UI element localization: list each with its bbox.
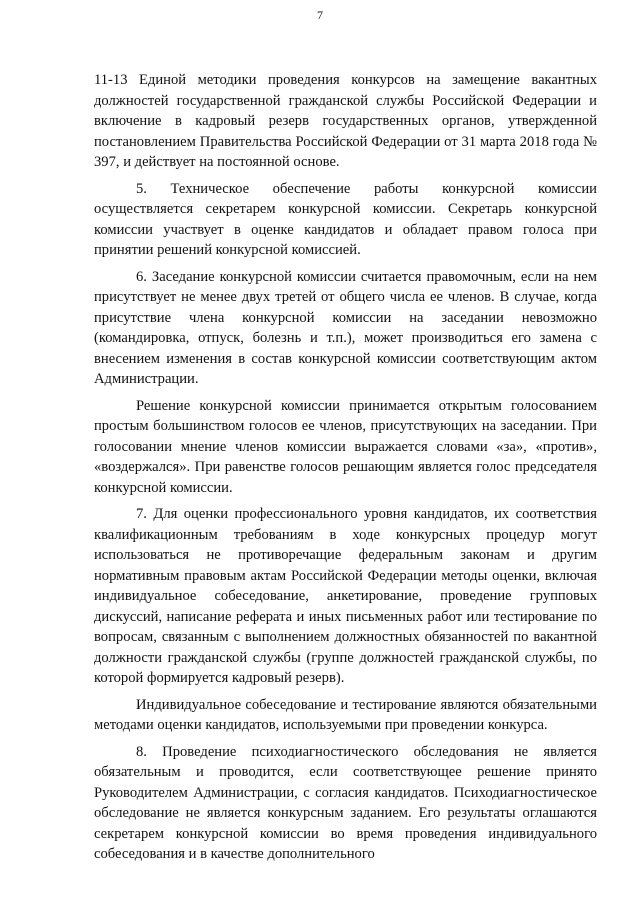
page-number: 7 <box>317 8 323 22</box>
paragraph-item-7: 7. Для оценки профессионального уровня кандидатов, их соответствия квалификационным требованиям в ходе конкурсных процедур могут использоваться не противоречащие федеральным законам и другим нормативным правовым актам Российской Федерации методы оценки, включая индивидуальное собеседование, анкетирование, проведение групповых дискуссий, написание реферата и иных письменных работ или тестирование по вопросам, связанным с выполнением должностных обязанностей по вакантной должности гражданской службы (группе должностей гражданской службы, по которой формируется кадровый резерв). <box>94 506 597 686</box>
paragraph-voting: Решение конкурсной комиссии принимается открытым голосованием простым большинством голосов ее членов, присутствующих на заседании. При голосовании мнение членов комиссии выражается словами «за», «против», «воздержался». При равенстве голосов решающим является голос председателя конкурсной комиссии. <box>94 397 597 496</box>
document-body <box>94 70 597 865</box>
paragraph-item-6: 6. Заседание конкурсной комиссии считается правомочным, если на нем присутствует не менее двух третей от общего числа ее членов. В случае, когда присутствие члена конкурсной комиссии на заседании невозможно (командировка, отпуск, болезнь и т.п.), может производиться его замена с внесением изменения в состав конкурсной комиссии соответствующим актом Администрации. <box>94 268 597 387</box>
paragraph-continuation: 11-13 Единой методики проведения конкурсов на замещение вакантных должностей государственной гражданской службы Российской Федерации и включение в кадровый резерв государственных органов, утвержденной постановлением Правительства Российской Федерации от 31 марта 2018 года № 397, и действует на постоянной основе. <box>94 72 597 170</box>
paragraph-item-8: 8. Проведение психодиагностического обследования не является обязательным и проводится, если соответствующее решение принято Руководителем Администрации, с согласия кандидатов. Психодиагностическое обследование не является конкурсным заданием. Его результаты оглашаются секретарем конкурсной комиссии во время проведения индивидуального собеседования и в качестве дополнительного <box>94 743 597 862</box>
paragraph-mandatory-methods: Индивидуальное собеседование и тестирование являются обязательными методами оценки кандидатов, используемыми при проведении конкурса. <box>94 696 597 733</box>
paragraph-item-5: 5. Техническое обеспечение работы конкурсной комиссии осуществляется секретарем конкурсной комиссии. Секретарь конкурсной комиссии участвует в оценке кандидатов и обладает правом голоса при принятии решений конкурсной комиссией. <box>94 180 597 258</box>
